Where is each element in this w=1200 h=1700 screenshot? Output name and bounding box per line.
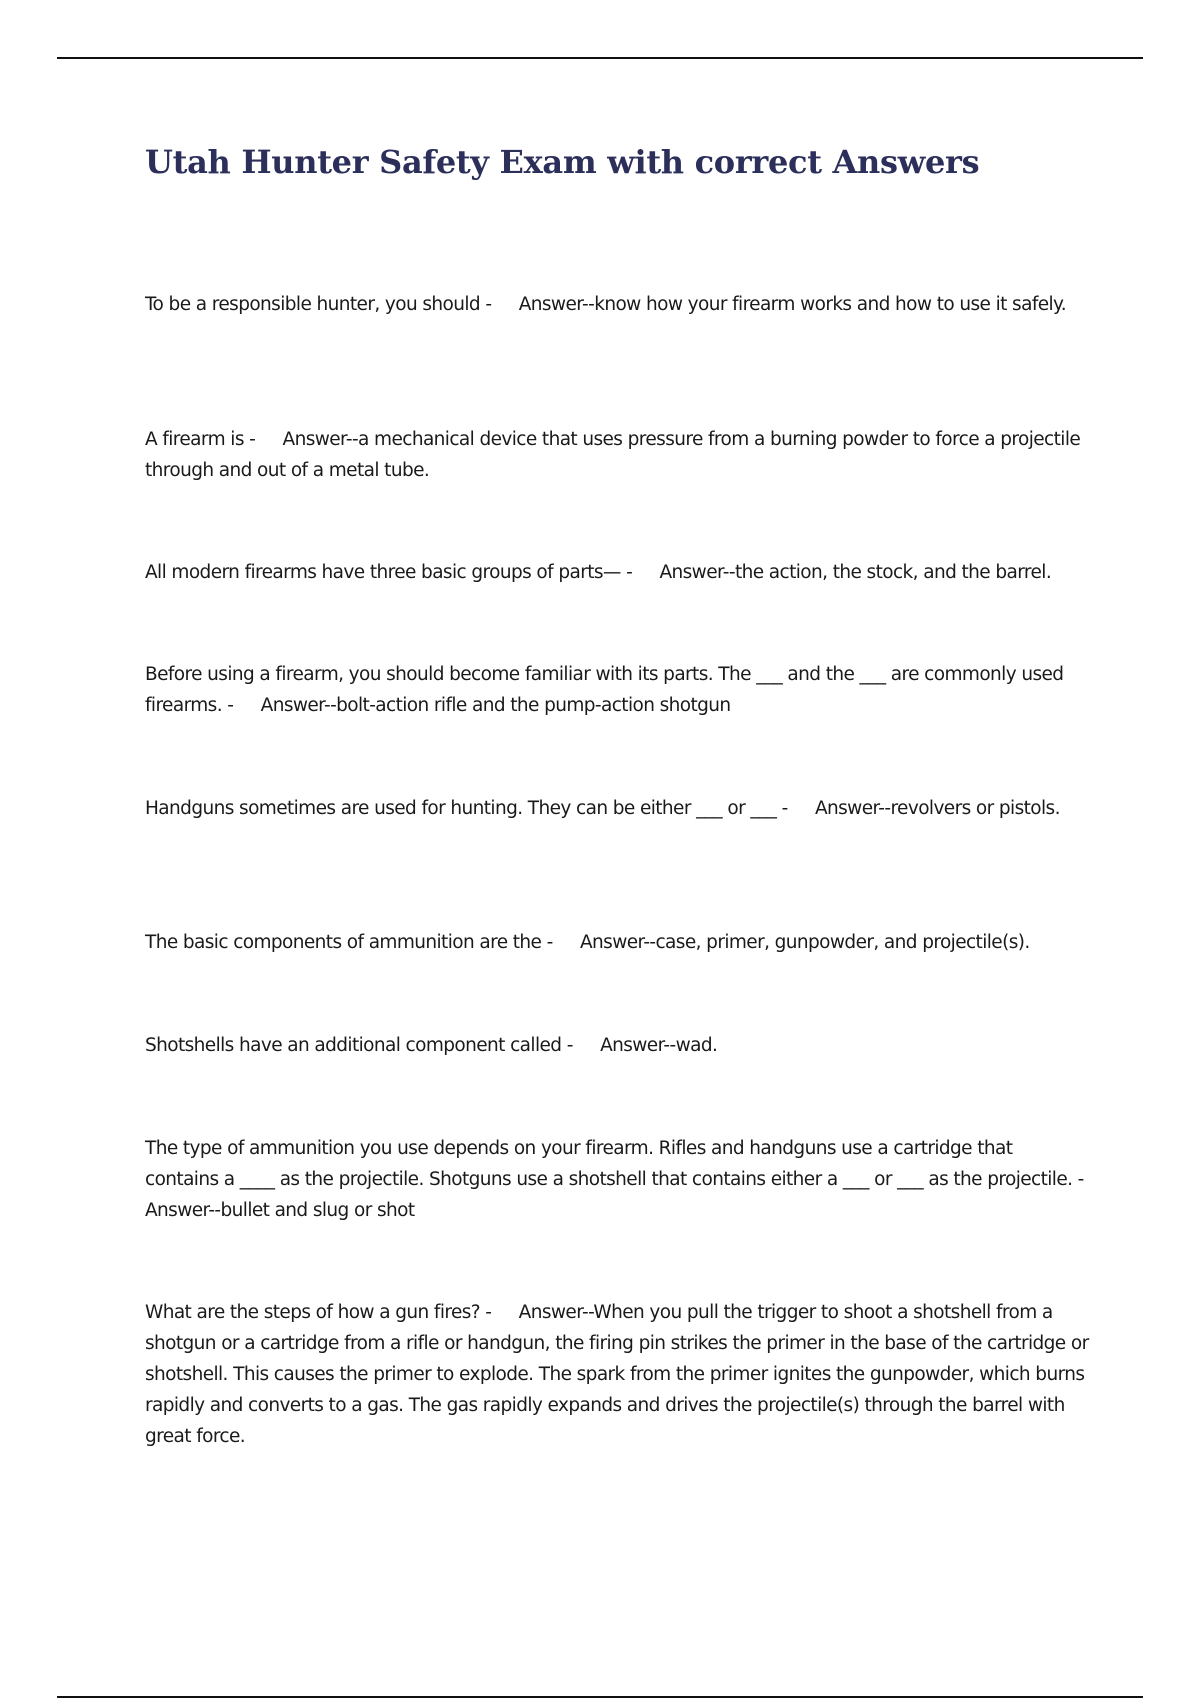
question-text: Before using a firearm, you should become familiar with its parts. The ___ and the ___ are commonly used firearms. [145,664,1064,716]
answer-text: Answer--case, primer, gunpowder, and projectile(s). [579,932,1030,953]
question-text: A firearm is [145,429,244,450]
answer-text: Answer--When you pull the trigger to shoot a shotshell from a shotgun or a cartridge from a rifle or handgun, the firing pin strikes the primer in the base of the cartridge or shotshell. This causes the primer to explode. The spark from the primer ignites the gunpowder, which burns rapidly and converts to a gas. The gas rapidly expands and drives the projectile(s) through the barrel with great force. [145,1302,1089,1447]
answer-text: Answer--know how your firearm works and how to use it safely. [518,294,1067,315]
question-text: What are the steps of how a gun fires? [145,1302,481,1323]
qa-item [145,659,1090,721]
answer-text: Answer--revolvers or pistols. [814,798,1060,819]
question-text: To be a responsible hunter, you should [145,294,481,315]
qa-item [145,793,1090,824]
qa-item [145,289,1090,320]
document-title: Utah Hunter Safety Exam with correct Answers [145,143,980,181]
answer-text: Answer--wad. [600,1035,718,1056]
answer-text: Answer--bolt-action rifle and the pump-action shotgun [260,695,731,716]
question-text: Shotshells have an additional component called [145,1035,562,1056]
qa-item [145,1030,1090,1061]
answer-text: Answer--bullet and slug or shot [145,1200,415,1221]
qa-item [145,557,1090,588]
question-separator: - [776,798,793,819]
top-rule [57,57,1143,59]
question-text: Handguns sometimes are used for hunting. They can be either ___ or ___ [145,798,777,819]
question-separator: - [480,1302,497,1323]
question-text: All modern firearms have three basic groups of parts— [145,562,621,583]
qa-item [145,927,1090,958]
question-separator: - [243,429,261,450]
answer-text: Answer--a mechanical device that uses pressure from a burning powder to force a projectile through and out of a metal tube. [145,429,1081,481]
question-text: The type of ammunition you use depends on your firearm. Rifles and handguns use a cartridge that contains a ____ as the projectile. Shotguns use a shotshell that contains either a ___ or ___ as the projectile. [145,1138,1073,1190]
question-separator: - [480,294,497,315]
question-separator: - [620,562,638,583]
qa-item [145,424,1090,486]
qa-item [145,1133,1090,1226]
question-text: The basic components of ammunition are the [145,932,542,953]
question-separator: - [222,695,239,716]
qa-item [145,1297,1090,1452]
question-separator: - [561,1035,579,1056]
answer-text: Answer--the action, the stock, and the barrel. [659,562,1052,583]
question-separator: - [541,932,558,953]
bottom-rule [57,1696,1143,1698]
question-separator: - [1072,1169,1084,1190]
